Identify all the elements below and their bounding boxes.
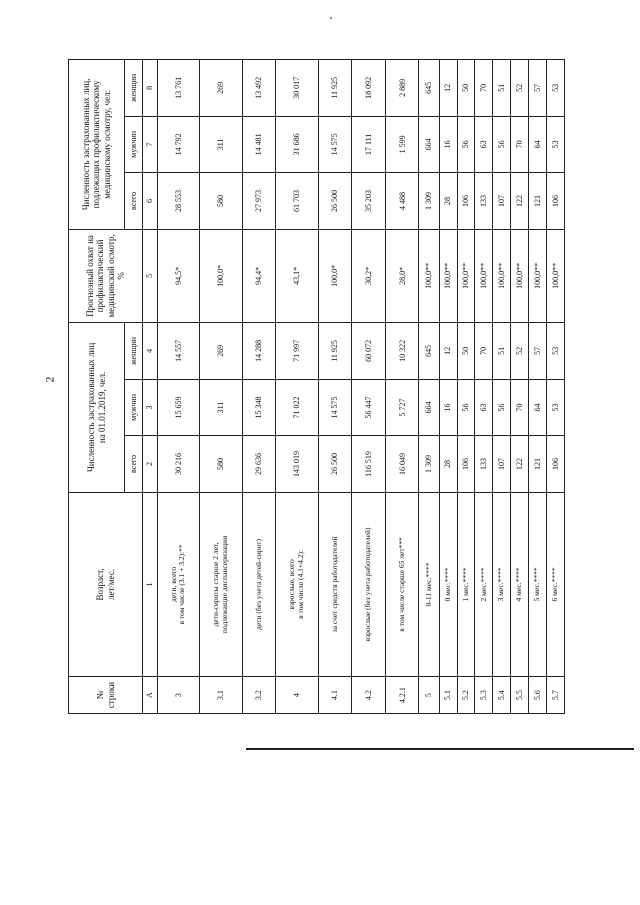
- row-number-cell: 5.1: [439, 677, 457, 714]
- insured-total-cell: 26 500: [318, 436, 352, 493]
- coverage-cell: 30,2*: [352, 229, 386, 322]
- row-label-cell: 0-11 мес.****: [419, 492, 439, 676]
- row-label-cell: 3 мес.****: [493, 492, 511, 676]
- index-cell: 6: [143, 173, 158, 230]
- coverage-cell: 100,0**: [547, 229, 565, 322]
- insured-female-cell: 11 925: [318, 323, 352, 380]
- row-number-cell: 4.1: [318, 677, 352, 714]
- insured-total-cell: 122: [511, 436, 529, 493]
- row-number-cell: 5.4: [493, 677, 511, 714]
- insured-total-cell: 133: [475, 436, 493, 493]
- insured-total-cell: 106: [547, 436, 565, 493]
- insured-total-cell: 16 049: [385, 436, 419, 493]
- insured-total-cell: 580: [200, 436, 243, 493]
- row-label-cell: 4 мес.****: [511, 492, 529, 676]
- subject-female-cell: 57: [529, 60, 547, 117]
- table-row: [276, 60, 319, 714]
- row-label-cell: взрослые (без учета работодателей): [352, 492, 386, 676]
- subject-total-cell: 133: [475, 173, 493, 230]
- insured-female-cell: 12: [439, 323, 457, 380]
- row-number-cell: 3.1: [200, 677, 243, 714]
- subject-total-cell: 106: [547, 173, 565, 230]
- insured-male-cell: 70: [511, 379, 529, 436]
- row-label-cell: 5 мес.****: [529, 492, 547, 676]
- header-female: женщин: [125, 323, 143, 380]
- subject-female-cell: 51: [493, 60, 511, 117]
- page-number: 2: [42, 376, 57, 383]
- subject-total-cell: 580: [200, 173, 243, 230]
- coverage-cell: 28,0*: [385, 229, 419, 322]
- insured-female-cell: 52: [511, 323, 529, 380]
- header-male: мужчин: [125, 379, 143, 436]
- table-row: [511, 60, 529, 714]
- rotated-table-frame: [68, 59, 565, 714]
- coverage-cell: 100,0**: [419, 229, 439, 322]
- subject-male-cell: 70: [511, 116, 529, 173]
- table-header: [69, 60, 143, 714]
- insured-female-cell: 10 322: [385, 323, 419, 380]
- insured-male-cell: 15 348: [242, 379, 276, 436]
- subject-male-cell: 311: [200, 116, 243, 173]
- row-number-cell: 5.3: [475, 677, 493, 714]
- subject-male-cell: 53: [547, 116, 565, 173]
- row-number-cell: 5.2: [457, 677, 475, 714]
- insured-female-cell: 60 072: [352, 323, 386, 380]
- subject-female-cell: 269: [200, 60, 243, 117]
- subject-male-cell: 56: [457, 116, 475, 173]
- coverage-cell: 100,0**: [511, 229, 529, 322]
- insured-total-cell: 107: [493, 436, 511, 493]
- table-row: [352, 60, 386, 714]
- index-cell: 7: [143, 116, 158, 173]
- header-subject-total: всего: [125, 173, 143, 230]
- coverage-cell: 43,1*: [276, 229, 319, 322]
- insured-male-cell: 64: [529, 379, 547, 436]
- row-number-cell: 5.7: [547, 677, 565, 714]
- subject-total-cell: 26 500: [318, 173, 352, 230]
- row-number-cell: 3.2: [242, 677, 276, 714]
- insured-female-cell: 57: [529, 323, 547, 380]
- insured-male-cell: 14 575: [318, 379, 352, 436]
- subject-total-cell: 106: [457, 173, 475, 230]
- row-label-cell: 1 мес.****: [457, 492, 475, 676]
- header-insured-group: Численность застрахованных лиц на 01.01.2019, чел.: [69, 323, 125, 493]
- table-row: [385, 60, 419, 714]
- subject-total-cell: 1 309: [419, 173, 439, 230]
- subject-male-cell: 17 111: [352, 116, 386, 173]
- row-label-cell: 0 мес.****: [439, 492, 457, 676]
- table-row: [547, 60, 565, 714]
- header-subject-male: мужчин: [125, 116, 143, 173]
- subject-male-cell: 31 686: [276, 116, 319, 173]
- subject-male-cell: 63: [475, 116, 493, 173]
- insured-male-cell: 15 659: [157, 379, 200, 436]
- insured-female-cell: 645: [419, 323, 439, 380]
- row-label-cell: взрослые, всего в том числе (4.1+4.2):: [276, 492, 319, 676]
- subject-female-cell: 53: [547, 60, 565, 117]
- subject-total-cell: 61 703: [276, 173, 319, 230]
- index-cell: A: [143, 677, 158, 714]
- insured-male-cell: 5 727: [385, 379, 419, 436]
- table-row: [242, 60, 276, 714]
- index-cell: 5: [143, 229, 158, 322]
- insured-female-cell: 14 557: [157, 323, 200, 380]
- subject-female-cell: 13 492: [242, 60, 276, 117]
- subject-total-cell: 122: [511, 173, 529, 230]
- table-row: [529, 60, 547, 714]
- insured-male-cell: 56: [457, 379, 475, 436]
- row-label-cell: дети (без учета детей-сирот): [242, 492, 276, 676]
- insured-total-cell: 30 216: [157, 436, 200, 493]
- index-cell: 4: [143, 323, 158, 380]
- subject-female-cell: 52: [511, 60, 529, 117]
- row-number-cell: 5.6: [529, 677, 547, 714]
- insured-male-cell: 311: [200, 379, 243, 436]
- insured-female-cell: 70: [475, 323, 493, 380]
- header-subject-female: женщин: [125, 60, 143, 117]
- coverage-cell: 100,0*: [200, 229, 243, 322]
- table-body: [143, 60, 565, 714]
- subject-total-cell: 28: [439, 173, 457, 230]
- header-row-number: № строки: [69, 677, 143, 714]
- table-row: [493, 60, 511, 714]
- table-row: [475, 60, 493, 714]
- subject-male-cell: 14 792: [157, 116, 200, 173]
- insured-persons-table: [68, 59, 565, 714]
- subject-female-cell: 2 889: [385, 60, 419, 117]
- table-row: [439, 60, 457, 714]
- row-label-cell: в том числе старше 65 лет***: [385, 492, 419, 676]
- column-index-row: [143, 60, 158, 714]
- scan-speck: [330, 17, 332, 19]
- row-number-cell: 4.2.1: [385, 677, 419, 714]
- subject-male-cell: 664: [419, 116, 439, 173]
- row-label-cell: 2 мес.****: [475, 492, 493, 676]
- index-cell: 2: [143, 436, 158, 493]
- index-cell: 8: [143, 60, 158, 117]
- subject-total-cell: 4 488: [385, 173, 419, 230]
- subject-male-cell: 14 481: [242, 116, 276, 173]
- coverage-cell: 94,5*: [157, 229, 200, 322]
- insured-total-cell: 121: [529, 436, 547, 493]
- index-cell: 3: [143, 379, 158, 436]
- coverage-cell: 100,0*: [318, 229, 352, 322]
- insured-total-cell: 143 019: [276, 436, 319, 493]
- table-row: [200, 60, 243, 714]
- insured-female-cell: 71 997: [276, 323, 319, 380]
- row-number-cell: 3: [157, 677, 200, 714]
- insured-male-cell: 16: [439, 379, 457, 436]
- subject-total-cell: 121: [529, 173, 547, 230]
- subject-female-cell: 645: [419, 60, 439, 117]
- insured-male-cell: 53: [547, 379, 565, 436]
- insured-male-cell: 56: [493, 379, 511, 436]
- subject-female-cell: 12: [439, 60, 457, 117]
- row-number-cell: 5: [419, 677, 439, 714]
- subject-male-cell: 14 575: [318, 116, 352, 173]
- coverage-cell: 100,0**: [493, 229, 511, 322]
- coverage-cell: 94,4*: [242, 229, 276, 322]
- subject-female-cell: 13 761: [157, 60, 200, 117]
- header-age: Возраст, лет/мес.: [69, 492, 143, 676]
- header-total: всего: [125, 436, 143, 493]
- subject-male-cell: 56: [493, 116, 511, 173]
- insured-female-cell: 50: [457, 323, 475, 380]
- subject-female-cell: 30 017: [276, 60, 319, 117]
- coverage-cell: 100,0**: [439, 229, 457, 322]
- subject-male-cell: 16: [439, 116, 457, 173]
- table-row: [318, 60, 352, 714]
- rotated-table-content: [68, 59, 565, 714]
- insured-total-cell: 28: [439, 436, 457, 493]
- row-label-cell: дети-сироты старше 2 лет, подлежащие диспансеризации: [200, 492, 243, 676]
- subject-female-cell: 11 925: [318, 60, 352, 117]
- row-number-cell: 4: [276, 677, 319, 714]
- row-label-cell: дети, всего в том числе (3.1 + 3.2):**: [157, 492, 200, 676]
- insured-female-cell: 14 288: [242, 323, 276, 380]
- coverage-cell: 100,0**: [457, 229, 475, 322]
- row-number-cell: 4.2: [352, 677, 386, 714]
- insured-total-cell: 29 636: [242, 436, 276, 493]
- header-coverage: Прогнозный охват на профилактический медицинский осмотр, %: [69, 229, 143, 322]
- insured-male-cell: 71 022: [276, 379, 319, 436]
- insured-total-cell: 1 309: [419, 436, 439, 493]
- subject-total-cell: 28 553: [157, 173, 200, 230]
- insured-female-cell: 51: [493, 323, 511, 380]
- table-row: [457, 60, 475, 714]
- subject-female-cell: 18 092: [352, 60, 386, 117]
- header-subject-group: Численность застрахованных лиц, подлежащих профилактическому медицинскому осмотру, чел:: [69, 60, 125, 230]
- subject-total-cell: 35 203: [352, 173, 386, 230]
- subject-total-cell: 107: [493, 173, 511, 230]
- table-row: [419, 60, 439, 714]
- bottom-rule: [246, 748, 634, 750]
- insured-female-cell: 269: [200, 323, 243, 380]
- insured-female-cell: 53: [547, 323, 565, 380]
- row-number-cell: 5.5: [511, 677, 529, 714]
- insured-total-cell: 106: [457, 436, 475, 493]
- subject-male-cell: 1 599: [385, 116, 419, 173]
- subject-female-cell: 70: [475, 60, 493, 117]
- coverage-cell: 100,0**: [529, 229, 547, 322]
- insured-male-cell: 664: [419, 379, 439, 436]
- insured-total-cell: 116 519: [352, 436, 386, 493]
- subject-total-cell: 27 973: [242, 173, 276, 230]
- subject-female-cell: 50: [457, 60, 475, 117]
- insured-male-cell: 56 447: [352, 379, 386, 436]
- row-label-cell: за счет средств работодателей: [318, 492, 352, 676]
- subject-male-cell: 64: [529, 116, 547, 173]
- coverage-cell: 100,0**: [475, 229, 493, 322]
- index-cell: 1: [143, 492, 158, 676]
- row-label-cell: 6 мес.****: [547, 492, 565, 676]
- insured-male-cell: 63: [475, 379, 493, 436]
- table-row: [157, 60, 200, 714]
